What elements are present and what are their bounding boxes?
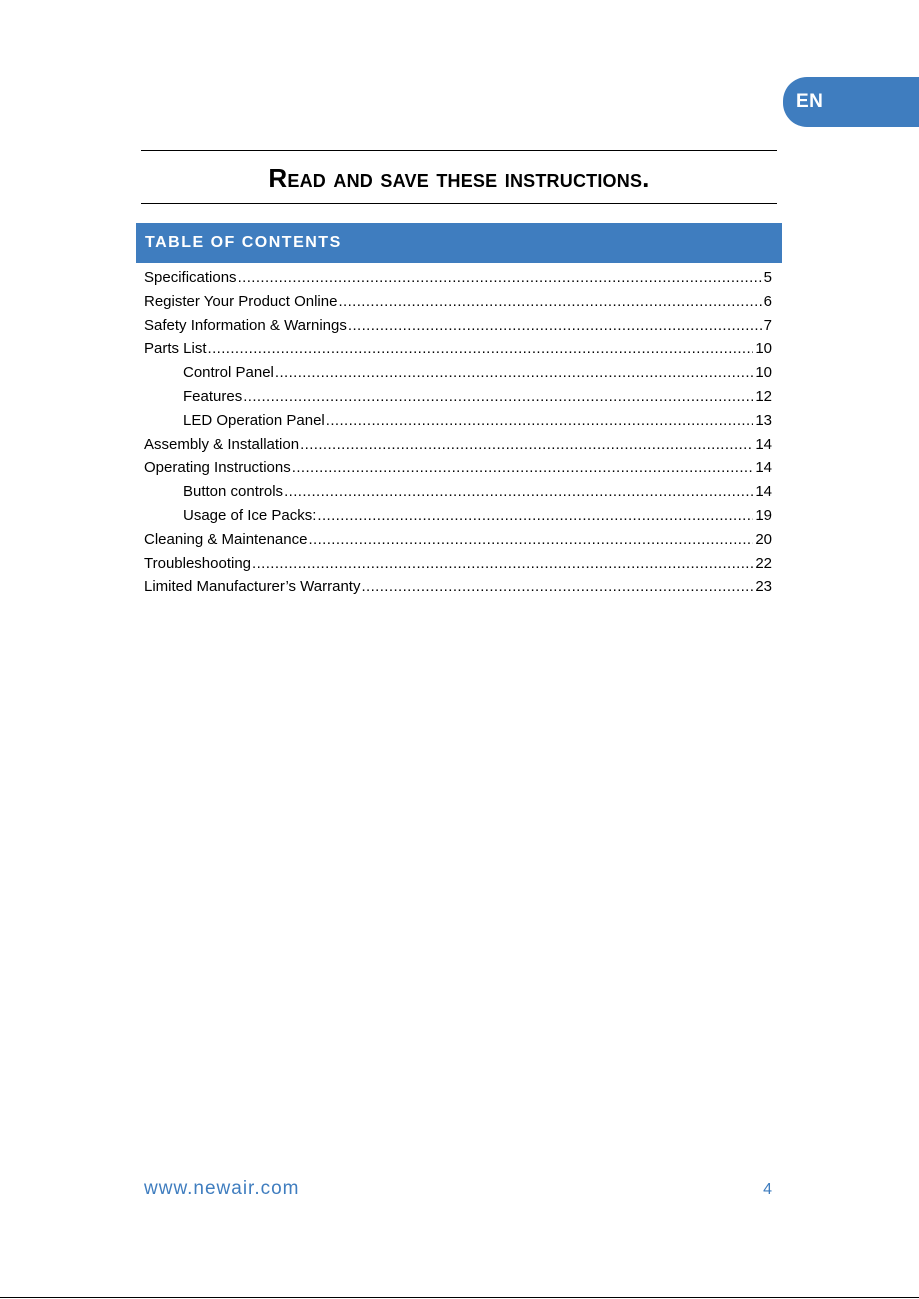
toc-entry-cleaning-maintenance[interactable] — [144, 528, 772, 552]
toc-entry-page: 7 — [763, 316, 772, 334]
toc-entry-control-panel[interactable] — [144, 361, 772, 385]
footer-page-number: 4 — [763, 1181, 772, 1198]
toc-entry-page: 22 — [755, 554, 772, 572]
toc-entry-label: Operating Instructions — [144, 459, 291, 477]
toc-entry-label: Features — [183, 387, 243, 405]
toc-leader-dots — [208, 337, 754, 361]
toc-entry-page: 19 — [755, 506, 772, 524]
toc-entry-label: Limited Manufacturer’s Warranty — [144, 578, 361, 596]
toc-entry-label: Button controls — [183, 483, 284, 501]
toc-leader-dots — [243, 385, 753, 409]
toc-entry-page: 6 — [763, 292, 772, 310]
toc-entry-page: 14 — [755, 459, 772, 477]
toc-entry-label: Assembly & Installation — [144, 435, 300, 453]
toc-entry-limited-warranty[interactable] — [144, 575, 772, 599]
toc-entry-specifications[interactable] — [144, 266, 772, 290]
toc-entry-page: 5 — [763, 269, 772, 286]
table-of-contents — [144, 266, 772, 599]
toc-entry-parts-list[interactable] — [144, 337, 772, 361]
toc-leader-dots — [338, 290, 761, 314]
toc-entry-button-controls[interactable] — [144, 480, 772, 504]
toc-entry-led-operation-panel[interactable] — [144, 409, 772, 433]
toc-entry-label: Usage of Ice Packs: — [183, 506, 317, 524]
language-tab: EN — [783, 77, 919, 127]
toc-entry-label: Parts List — [144, 340, 207, 358]
toc-entry-label: Safety Information & Warnings — [144, 316, 347, 334]
toc-entry-page: 23 — [755, 578, 772, 596]
toc-entry-page: 12 — [755, 387, 772, 405]
toc-entry-label: Specifications — [144, 269, 237, 286]
toc-entry-label: Cleaning & Maintenance — [144, 530, 308, 548]
toc-entry-usage-of-ice-packs[interactable] — [144, 504, 772, 528]
toc-leader-dots — [361, 575, 753, 599]
toc-entry-page: 14 — [755, 435, 772, 453]
toc-entry-page: 14 — [755, 483, 772, 501]
toc-entry-page: 13 — [755, 411, 772, 429]
toc-leader-dots — [317, 504, 753, 528]
toc-entry-page: 10 — [755, 364, 772, 382]
toc-leader-dots — [252, 552, 753, 576]
toc-entry-troubleshooting[interactable] — [144, 552, 772, 576]
title-rule-top — [141, 150, 777, 151]
toc-entry-operating-instructions[interactable] — [144, 456, 772, 480]
toc-entry-assembly-installation[interactable] — [144, 433, 772, 457]
toc-leader-dots — [284, 480, 753, 504]
page-title: Read and save these instructions. — [268, 163, 650, 193]
toc-leader-dots — [275, 361, 753, 385]
footer-website-link[interactable]: www.newair.com — [144, 1178, 300, 1199]
toc-entry-label: Register Your Product Online — [144, 292, 338, 310]
toc-entry-page: 10 — [755, 340, 772, 358]
toc-entry-label: Control Panel — [183, 364, 274, 382]
title-rule-bottom — [141, 203, 777, 204]
toc-entry-features[interactable] — [144, 385, 772, 409]
page-bottom-rule — [0, 1297, 919, 1298]
toc-leader-dots — [292, 456, 754, 480]
toc-entry-page: 20 — [755, 530, 772, 548]
toc-leader-dots — [326, 409, 754, 433]
toc-leader-dots — [348, 314, 762, 338]
toc-entry-safety-information[interactable] — [144, 314, 772, 338]
toc-leader-dots — [238, 266, 762, 290]
toc-entry-register-product[interactable] — [144, 290, 772, 314]
toc-heading: TABLE OF CONTENTS — [136, 223, 782, 263]
toc-entry-label: Troubleshooting — [144, 554, 252, 572]
toc-entry-label: LED Operation Panel — [183, 411, 325, 429]
toc-leader-dots — [308, 528, 753, 552]
toc-leader-dots — [300, 433, 753, 457]
